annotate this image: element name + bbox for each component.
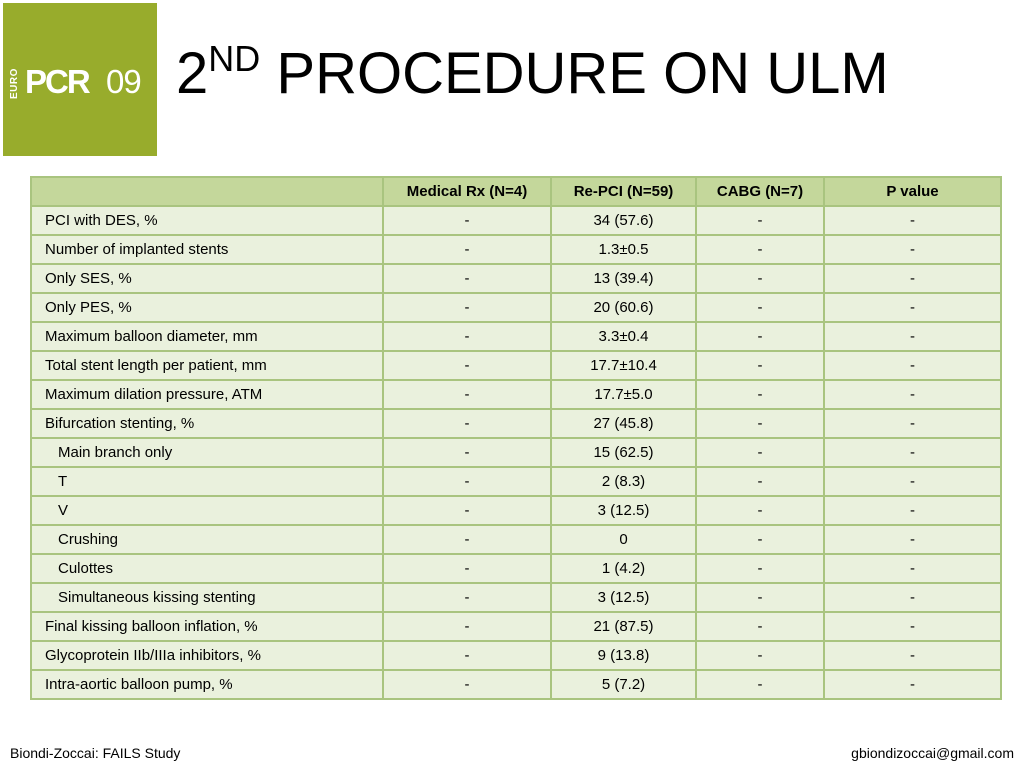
cell-label: Simultaneous kissing stenting: [31, 583, 383, 612]
cell-p-value: -: [824, 670, 1001, 699]
cell-label: Main branch only: [31, 438, 383, 467]
cell-p-value: -: [824, 583, 1001, 612]
table-row: [31, 670, 1001, 699]
cell-p-value: -: [824, 293, 1001, 322]
cell-cabg: -: [696, 235, 824, 264]
table-row: [31, 380, 1001, 409]
cell-medical-rx: -: [383, 467, 551, 496]
cell-cabg: -: [696, 264, 824, 293]
cell-label: Maximum balloon diameter, mm: [31, 322, 383, 351]
cell-re-pci: 21 (87.5): [551, 612, 696, 641]
cell-cabg: -: [696, 293, 824, 322]
cell-p-value: -: [824, 351, 1001, 380]
cell-medical-rx: -: [383, 380, 551, 409]
logo-year-text: 09: [106, 63, 141, 100]
cell-medical-rx: -: [383, 612, 551, 641]
title-number: 2: [176, 41, 209, 106]
cell-re-pci: 34 (57.6): [551, 206, 696, 235]
slide-title: [176, 38, 889, 110]
cell-label: Maximum dilation pressure, ATM: [31, 380, 383, 409]
cell-medical-rx: -: [383, 351, 551, 380]
table-row: [31, 409, 1001, 438]
cell-cabg: -: [696, 351, 824, 380]
cell-cabg: -: [696, 467, 824, 496]
cell-re-pci: 27 (45.8): [551, 409, 696, 438]
table-row: [31, 641, 1001, 670]
table-row: [31, 264, 1001, 293]
cell-cabg: -: [696, 496, 824, 525]
header-cell-medical: Medical Rx (N=4): [383, 177, 551, 206]
cell-re-pci: 3 (12.5): [551, 496, 696, 525]
cell-p-value: -: [824, 206, 1001, 235]
cell-re-pci: 17.7±5.0: [551, 380, 696, 409]
europcr09-logo: [3, 3, 157, 156]
title-text: PROCEDURE ON ULM: [260, 41, 889, 106]
header-cell-repci: Re-PCI (N=59): [551, 177, 696, 206]
cell-re-pci: 1.3±0.5: [551, 235, 696, 264]
header-cell-label: [31, 177, 383, 206]
cell-label: PCI with DES, %: [31, 206, 383, 235]
cell-p-value: -: [824, 612, 1001, 641]
cell-p-value: -: [824, 322, 1001, 351]
cell-re-pci: 20 (60.6): [551, 293, 696, 322]
table-row: [31, 293, 1001, 322]
cell-label: Total stent length per patient, mm: [31, 351, 383, 380]
table-row: [31, 322, 1001, 351]
cell-medical-rx: -: [383, 670, 551, 699]
cell-label: Number of implanted stents: [31, 235, 383, 264]
table-row: [31, 554, 1001, 583]
cell-label: V: [31, 496, 383, 525]
cell-cabg: -: [696, 206, 824, 235]
cell-re-pci: 3.3±0.4: [551, 322, 696, 351]
header-cell-cabg: CABG (N=7): [696, 177, 824, 206]
table-row: [31, 206, 1001, 235]
cell-medical-rx: -: [383, 496, 551, 525]
table-header-row: [31, 177, 1001, 206]
cell-re-pci: 5 (7.2): [551, 670, 696, 699]
cell-p-value: -: [824, 525, 1001, 554]
table-row: [31, 235, 1001, 264]
cell-medical-rx: -: [383, 293, 551, 322]
cell-cabg: -: [696, 554, 824, 583]
cell-medical-rx: -: [383, 235, 551, 264]
header-cell-pvalue: P value: [824, 177, 1001, 206]
cell-p-value: -: [824, 380, 1001, 409]
cell-medical-rx: -: [383, 438, 551, 467]
procedure-table: [30, 176, 1002, 700]
table-row: [31, 496, 1001, 525]
cell-cabg: -: [696, 525, 824, 554]
title-superscript: ND: [208, 38, 261, 79]
cell-re-pci: 9 (13.8): [551, 641, 696, 670]
cell-cabg: -: [696, 322, 824, 351]
cell-re-pci: 13 (39.4): [551, 264, 696, 293]
cell-p-value: -: [824, 496, 1001, 525]
table-row: [31, 438, 1001, 467]
cell-re-pci: 0: [551, 525, 696, 554]
cell-medical-rx: -: [383, 206, 551, 235]
footer-email: gbiondizoccai@gmail.com: [851, 745, 1014, 761]
cell-re-pci: 1 (4.2): [551, 554, 696, 583]
cell-cabg: -: [696, 409, 824, 438]
cell-p-value: -: [824, 554, 1001, 583]
logo-euro-text: EURO: [9, 68, 20, 99]
table-row: [31, 583, 1001, 612]
cell-cabg: -: [696, 641, 824, 670]
cell-cabg: -: [696, 583, 824, 612]
table-body: [31, 206, 1001, 699]
cell-cabg: -: [696, 670, 824, 699]
cell-re-pci: 2 (8.3): [551, 467, 696, 496]
cell-p-value: -: [824, 467, 1001, 496]
logo-pcr-text: PCR: [25, 63, 89, 100]
cell-medical-rx: -: [383, 641, 551, 670]
cell-label: Final kissing balloon inflation, %: [31, 612, 383, 641]
cell-re-pci: 3 (12.5): [551, 583, 696, 612]
table-row: [31, 525, 1001, 554]
cell-medical-rx: -: [383, 409, 551, 438]
cell-cabg: -: [696, 438, 824, 467]
cell-medical-rx: -: [383, 554, 551, 583]
cell-label: Only SES, %: [31, 264, 383, 293]
cell-label: Glycoprotein IIb/IIIa inhibitors, %: [31, 641, 383, 670]
cell-p-value: -: [824, 264, 1001, 293]
table-row: [31, 467, 1001, 496]
cell-medical-rx: -: [383, 583, 551, 612]
cell-medical-rx: -: [383, 525, 551, 554]
cell-label: Culottes: [31, 554, 383, 583]
cell-label: Intra-aortic balloon pump, %: [31, 670, 383, 699]
cell-medical-rx: -: [383, 264, 551, 293]
cell-label: Only PES, %: [31, 293, 383, 322]
cell-label: Crushing: [31, 525, 383, 554]
cell-p-value: -: [824, 641, 1001, 670]
table-row: [31, 612, 1001, 641]
cell-p-value: -: [824, 409, 1001, 438]
cell-cabg: -: [696, 380, 824, 409]
cell-cabg: -: [696, 612, 824, 641]
cell-p-value: -: [824, 438, 1001, 467]
cell-re-pci: 17.7±10.4: [551, 351, 696, 380]
table-row: [31, 351, 1001, 380]
cell-medical-rx: -: [383, 322, 551, 351]
cell-label: T: [31, 467, 383, 496]
cell-p-value: -: [824, 235, 1001, 264]
cell-label: Bifurcation stenting, %: [31, 409, 383, 438]
cell-re-pci: 15 (62.5): [551, 438, 696, 467]
footer-citation: Biondi-Zoccai: FAILS Study: [10, 745, 181, 761]
